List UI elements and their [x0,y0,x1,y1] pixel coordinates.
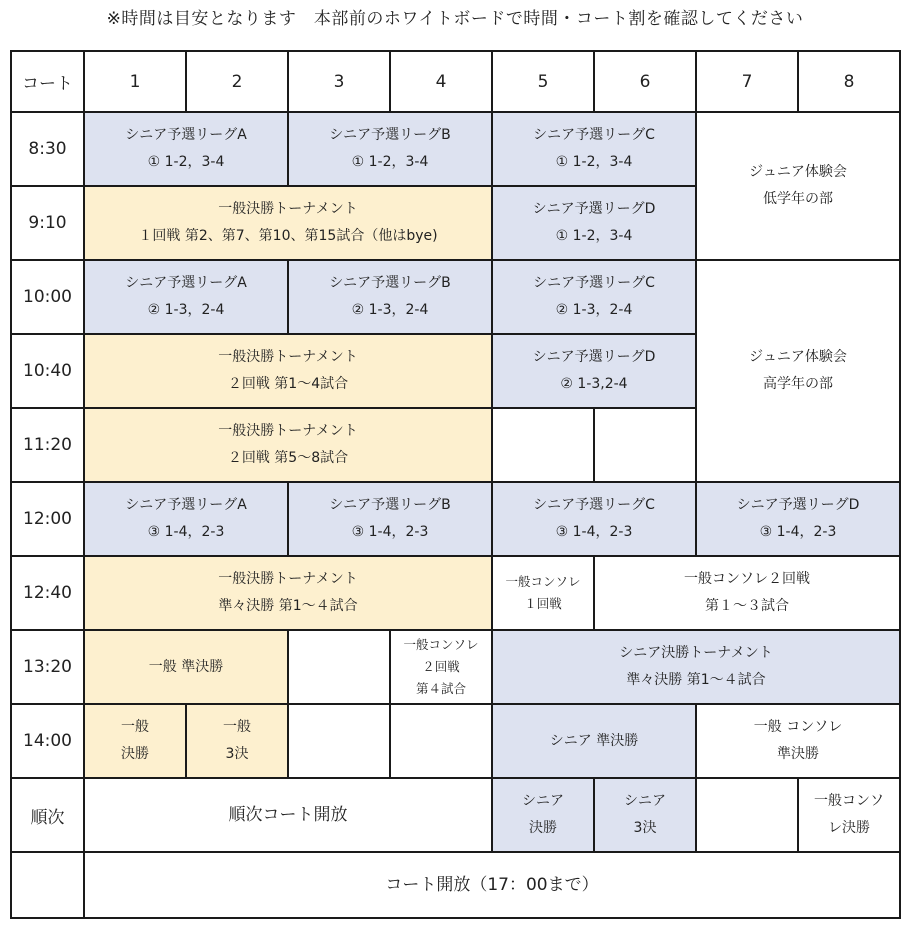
court-header: 5 [492,51,594,112]
court-header: 4 [390,51,492,112]
time-label: 14:00 [11,704,84,778]
time-row [11,778,900,852]
empty-cell [390,704,492,778]
schedule-table [10,50,901,919]
time-label: 9:10 [11,186,84,260]
schedule-cell: シニア 決勝 [492,778,594,852]
schedule-cell: シニア予選リーグB ① 1-2，3-4 [288,112,492,186]
schedule-cell: 一般コンソレ ２回戦 第４試合 [390,630,492,704]
schedule-cell: シニア決勝トーナメント 準々決勝 第1～４試合 [492,630,900,704]
schedule-cell: 一般 コンソレ 準決勝 [696,704,900,778]
schedule-cell: シニア予選リーグC ② 1-3，2-4 [492,260,696,334]
schedule-cell: シニア予選リーグD ③ 1-4，2-3 [696,482,900,556]
schedule-cell: 順次コート開放 [84,778,492,852]
time-row [11,852,900,918]
schedule-cell: シニア予選リーグD ① 1-2，3-4 [492,186,696,260]
schedule-cell: シニア予選リーグC ③ 1-4，2-3 [492,482,696,556]
schedule-cell: 一般決勝トーナメント 準々決勝 第1～４試合 [84,556,492,630]
schedule-cell: シニア予選リーグB ③ 1-4，2-3 [288,482,492,556]
court-header: 2 [186,51,288,112]
court-header: 7 [696,51,798,112]
schedule-cell: 一般 準決勝 [84,630,288,704]
schedule-cell: 一般コンソ レ決勝 [798,778,900,852]
time-row [11,482,900,556]
time-row [11,112,900,186]
empty-cell [288,630,390,704]
schedule-cell: 一般決勝トーナメント １回戦 第2、第7、第10、第15試合（他はbye) [84,186,492,260]
time-label: 11:20 [11,408,84,482]
schedule-cell: シニア予選リーグA ② 1-3，2-4 [84,260,288,334]
schedule-cell: 一般決勝トーナメント ２回戦 第1～4試合 [84,334,492,408]
schedule-cell: ジュニア体験会 高学年の部 [696,260,900,482]
schedule-cell: シニア 準決勝 [492,704,696,778]
schedule-cell: 一般コンソレ １回戦 [492,556,594,630]
time-label [11,852,84,918]
schedule-cell: 一般コンソレ２回戦 第１～３試合 [594,556,900,630]
schedule-cell: ジュニア体験会 低学年の部 [696,112,900,260]
schedule-cell: シニア予選リーグB ② 1-3，2-4 [288,260,492,334]
court-header: 3 [288,51,390,112]
schedule-cell: 一般 3決 [186,704,288,778]
notice-text: ※時間は目安となります 本部前のホワイトボードで時間・コート割を確認してください [106,9,804,29]
time-label: 10:00 [11,260,84,334]
empty-cell [594,408,696,482]
court-header: 1 [84,51,186,112]
time-row [11,556,900,630]
time-row [11,630,900,704]
schedule-cell: コート開放（17：00まで） [84,852,900,918]
empty-cell [492,408,594,482]
empty-cell [696,778,798,852]
time-label: 8:30 [11,112,84,186]
schedule-cell: 一般決勝トーナメント ２回戦 第5～8試合 [84,408,492,482]
time-row [11,704,900,778]
empty-cell [288,704,390,778]
schedule-cell: シニア予選リーグA ③ 1-4，2-3 [84,482,288,556]
time-label: 13:20 [11,630,84,704]
schedule-cell: シニア予選リーグD ② 1-3,2-4 [492,334,696,408]
header-row [11,51,900,112]
schedule-cell: シニア 3決 [594,778,696,852]
schedule-cell: シニア予選リーグC ① 1-2，3-4 [492,112,696,186]
time-label: 12:00 [11,482,84,556]
court-header: 6 [594,51,696,112]
time-label: 順次 [11,778,84,852]
court-header: 8 [798,51,900,112]
time-label: 12:40 [11,556,84,630]
schedule-cell: 一般 決勝 [84,704,186,778]
time-row [11,260,900,334]
time-label: 10:40 [11,334,84,408]
corner-header: コート [11,51,84,112]
schedule-cell: シニア予選リーグA ① 1-2，3-4 [84,112,288,186]
